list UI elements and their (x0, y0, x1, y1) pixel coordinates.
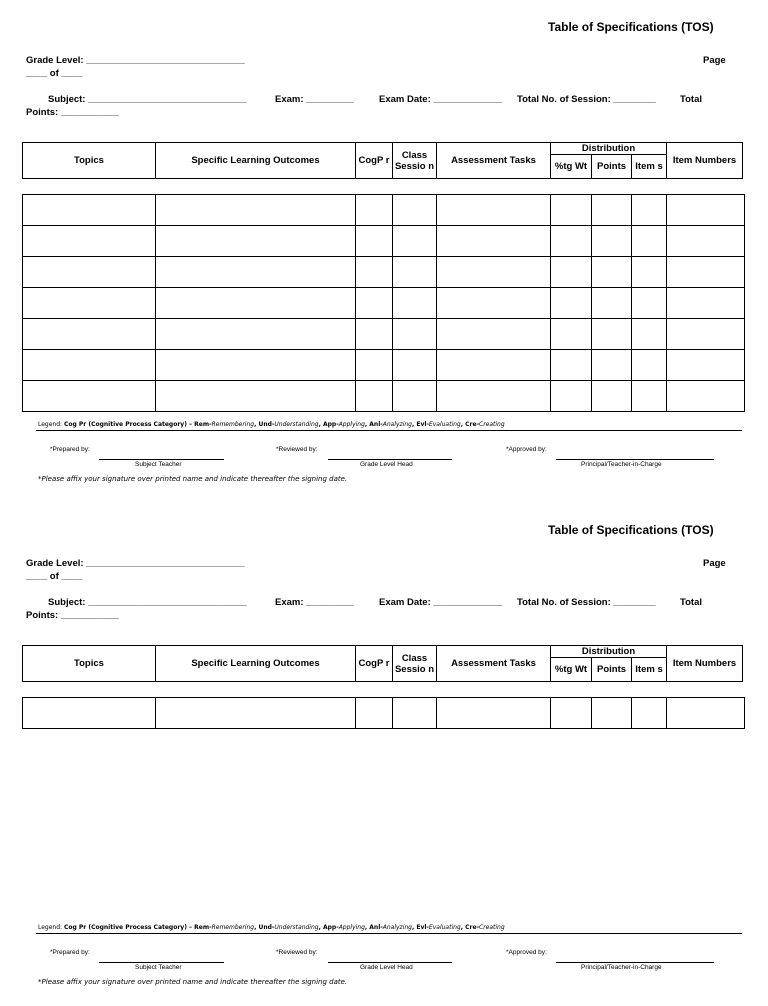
table-cell[interactable] (356, 698, 393, 729)
grade-level-head-label: Grade Level Head (360, 964, 413, 971)
signature-note: *Please affix your signature over printed name and indicate thereafter the signing date. (38, 475, 348, 483)
table-cell[interactable] (393, 257, 437, 288)
subject-field: Subject: ______________________________ (48, 597, 247, 608)
table-cell[interactable] (551, 226, 592, 257)
page-label: Page (703, 55, 726, 66)
tos-header-table (22, 142, 743, 179)
table-cell[interactable] (632, 226, 667, 257)
pct-wt-header: %tg Wt (551, 658, 592, 682)
legend-app: Applying (338, 421, 365, 428)
legend-evl-label: , Evl- (411, 421, 429, 428)
table-row (23, 195, 745, 226)
points-header: Points (592, 658, 632, 682)
prepared-by-label: *Prepared by: (50, 446, 90, 453)
legend-cog: Cog Pr (Cognitive Process Category) – Rem- (63, 421, 212, 428)
table-cell[interactable] (667, 288, 745, 319)
table-cell[interactable] (437, 257, 551, 288)
exam-date-field: Exam Date: _____________ (379, 597, 503, 608)
table-cell[interactable] (667, 195, 745, 226)
tos-body-table (22, 194, 745, 412)
signature-note: *Please affix your signature over printed name and indicate thereafter the signing date. (38, 978, 348, 986)
table-cell[interactable] (393, 381, 437, 412)
table-cell[interactable] (667, 319, 745, 350)
table-cell[interactable] (356, 195, 393, 226)
items-header: Item s (632, 658, 667, 682)
item-numbers-header: Item Numbers (667, 143, 743, 179)
points-field: Points: ___________ (26, 107, 119, 118)
distribution-header: Distribution (551, 143, 667, 155)
table-row (23, 257, 745, 288)
exam-field: Exam: _________ (275, 597, 354, 608)
approved-by-label: *Approved by: (506, 949, 547, 956)
table-cell[interactable] (667, 350, 745, 381)
table-cell[interactable] (437, 319, 551, 350)
table-cell[interactable] (393, 288, 437, 319)
table-cell[interactable] (23, 350, 156, 381)
legend-anl: Analyzing (382, 924, 412, 931)
table-cell[interactable] (393, 698, 437, 729)
legend (38, 924, 505, 931)
distribution-header: Distribution (551, 646, 667, 658)
legend-cog: Cog Pr (Cognitive Process Category) – Rem- (63, 924, 212, 931)
table-cell[interactable] (592, 226, 632, 257)
prepared-signature-line[interactable] (99, 459, 224, 460)
subject-field: Subject: ______________________________ (48, 94, 247, 105)
table-cell[interactable] (551, 195, 592, 226)
table-cell[interactable] (592, 288, 632, 319)
table-cell[interactable] (667, 698, 745, 729)
table-cell[interactable] (632, 698, 667, 729)
legend-divider (36, 933, 742, 934)
table-cell[interactable] (156, 698, 356, 729)
reviewed-signature-line[interactable] (328, 459, 452, 460)
points-field: Points: ___________ (26, 610, 119, 621)
table-cell[interactable] (23, 698, 156, 729)
legend-cre: Creating (479, 421, 505, 428)
legend-app-label: , App- (318, 924, 339, 931)
legend-anl: Analyzing (382, 421, 412, 428)
table-cell[interactable] (356, 350, 393, 381)
page-title: Table of Specifications (TOS) (548, 523, 714, 537)
table-cell[interactable] (667, 257, 745, 288)
table-cell[interactable] (632, 288, 667, 319)
subject-teacher-label: Subject Teacher (135, 461, 182, 468)
legend-evl-label: , Evl- (411, 924, 429, 931)
prepared-by-label: *Prepared by: (50, 949, 90, 956)
table-cell[interactable] (592, 319, 632, 350)
table-cell[interactable] (393, 350, 437, 381)
table-cell[interactable] (393, 319, 437, 350)
table-cell[interactable] (393, 195, 437, 226)
table-cell[interactable] (667, 381, 745, 412)
item-numbers-header: Item Numbers (667, 646, 743, 682)
table-row (23, 319, 745, 350)
total-label: Total (680, 94, 702, 105)
table-row (23, 698, 745, 729)
table-cell[interactable] (437, 381, 551, 412)
table-cell[interactable] (592, 350, 632, 381)
class-session-header: Class Sessio n (393, 143, 437, 179)
points-header: Points (592, 155, 632, 179)
table-cell[interactable] (592, 698, 632, 729)
topics-header: Topics (23, 646, 156, 682)
table-cell[interactable] (667, 226, 745, 257)
legend-anl-label: , Anl- (364, 924, 383, 931)
legend-prefix: Legend: (38, 421, 64, 428)
table-row (23, 288, 745, 319)
table-cell[interactable] (632, 257, 667, 288)
legend-app-label: , App- (318, 421, 339, 428)
table-cell[interactable] (632, 350, 667, 381)
legend-cre-label: , Cre- (460, 924, 480, 931)
legend-rem: Remembering (211, 924, 255, 931)
outcomes-header: Specific Learning Outcomes (156, 143, 356, 179)
table-cell[interactable] (356, 226, 393, 257)
page-of-field: ____ of ____ (26, 68, 83, 79)
legend-cre: Creating (479, 924, 505, 931)
table-cell[interactable] (156, 226, 356, 257)
legend-app: Applying (338, 924, 365, 931)
table-cell[interactable] (393, 226, 437, 257)
reviewed-by-label: *Reviewed by: (276, 446, 318, 453)
table-cell[interactable] (356, 257, 393, 288)
table-cell[interactable] (156, 195, 356, 226)
tos-body-table (22, 697, 745, 729)
grade-level-field: Grade Level: ______________________________ (26, 55, 245, 66)
assessment-header: Assessment Tasks (437, 143, 551, 179)
table-cell[interactable] (592, 381, 632, 412)
total-sessions-field: Total No. of Session: ________ (517, 94, 656, 105)
reviewed-by-label: *Reviewed by: (276, 949, 318, 956)
legend-anl-label: , Anl- (364, 421, 383, 428)
grade-level-field: Grade Level: ______________________________ (26, 558, 245, 569)
table-cell[interactable] (356, 288, 393, 319)
legend-evl: Evaluating (428, 421, 461, 428)
legend-evl: Evaluating (428, 924, 461, 931)
table-cell[interactable] (437, 698, 551, 729)
principal-label: Principal/Teacher-in-Charge (581, 964, 662, 971)
table-cell[interactable] (156, 257, 356, 288)
legend-divider (36, 430, 742, 431)
table-cell[interactable] (437, 288, 551, 319)
pct-wt-header: %tg Wt (551, 155, 592, 179)
cogpr-header: CogP r (356, 646, 393, 682)
page-of-field: ____ of ____ (26, 571, 83, 582)
legend-und-label: , Und- (254, 924, 275, 931)
class-session-header: Class Sessio n (393, 646, 437, 682)
table-row (23, 350, 745, 381)
total-label: Total (680, 597, 702, 608)
tos-header-table (22, 645, 743, 682)
assessment-header: Assessment Tasks (437, 646, 551, 682)
table-cell[interactable] (592, 195, 632, 226)
table-row (23, 226, 745, 257)
legend-cre-label: , Cre- (460, 421, 480, 428)
table-cell[interactable] (632, 319, 667, 350)
legend (38, 421, 505, 428)
table-cell[interactable] (551, 381, 592, 412)
cogpr-header: CogP r (356, 143, 393, 179)
total-sessions-field: Total No. of Session: ________ (517, 597, 656, 608)
legend-und-label: , Und- (254, 421, 275, 428)
table-cell[interactable] (551, 319, 592, 350)
approved-signature-line[interactable] (556, 962, 714, 963)
table-cell[interactable] (23, 288, 156, 319)
table-cell[interactable] (551, 350, 592, 381)
table-cell[interactable] (632, 381, 667, 412)
table-cell[interactable] (437, 195, 551, 226)
table-cell[interactable] (23, 381, 156, 412)
exam-date-field: Exam Date: _____________ (379, 94, 503, 105)
legend-rem: Remembering (211, 421, 255, 428)
principal-label: Principal/Teacher-in-Charge (581, 461, 662, 468)
reviewed-signature-line[interactable] (328, 962, 452, 963)
table-cell[interactable] (551, 698, 592, 729)
table-cell[interactable] (356, 319, 393, 350)
table-cell[interactable] (23, 195, 156, 226)
legend-und: Understanding (274, 924, 319, 931)
table-cell[interactable] (356, 381, 393, 412)
items-header: Item s (632, 155, 667, 179)
grade-level-head-label: Grade Level Head (360, 461, 413, 468)
table-cell[interactable] (437, 226, 551, 257)
page-label: Page (703, 558, 726, 569)
table-cell[interactable] (23, 226, 156, 257)
approved-by-label: *Approved by: (506, 446, 547, 453)
outcomes-header: Specific Learning Outcomes (156, 646, 356, 682)
table-cell[interactable] (156, 288, 356, 319)
table-cell[interactable] (551, 288, 592, 319)
table-cell[interactable] (551, 257, 592, 288)
subject-teacher-label: Subject Teacher (135, 964, 182, 971)
table-cell[interactable] (592, 257, 632, 288)
table-cell[interactable] (23, 319, 156, 350)
legend-prefix: Legend: (38, 924, 64, 931)
topics-header: Topics (23, 143, 156, 179)
prepared-signature-line[interactable] (99, 962, 224, 963)
table-cell[interactable] (156, 319, 356, 350)
exam-field: Exam: _________ (275, 94, 354, 105)
approved-signature-line[interactable] (556, 459, 714, 460)
page-title: Table of Specifications (TOS) (548, 20, 714, 34)
table-cell[interactable] (23, 257, 156, 288)
table-cell[interactable] (156, 350, 356, 381)
table-cell[interactable] (632, 195, 667, 226)
tos-page-2 (0, 503, 768, 1006)
legend-und: Understanding (274, 421, 319, 428)
table-cell[interactable] (437, 350, 551, 381)
table-cell[interactable] (156, 381, 356, 412)
table-row (23, 381, 745, 412)
